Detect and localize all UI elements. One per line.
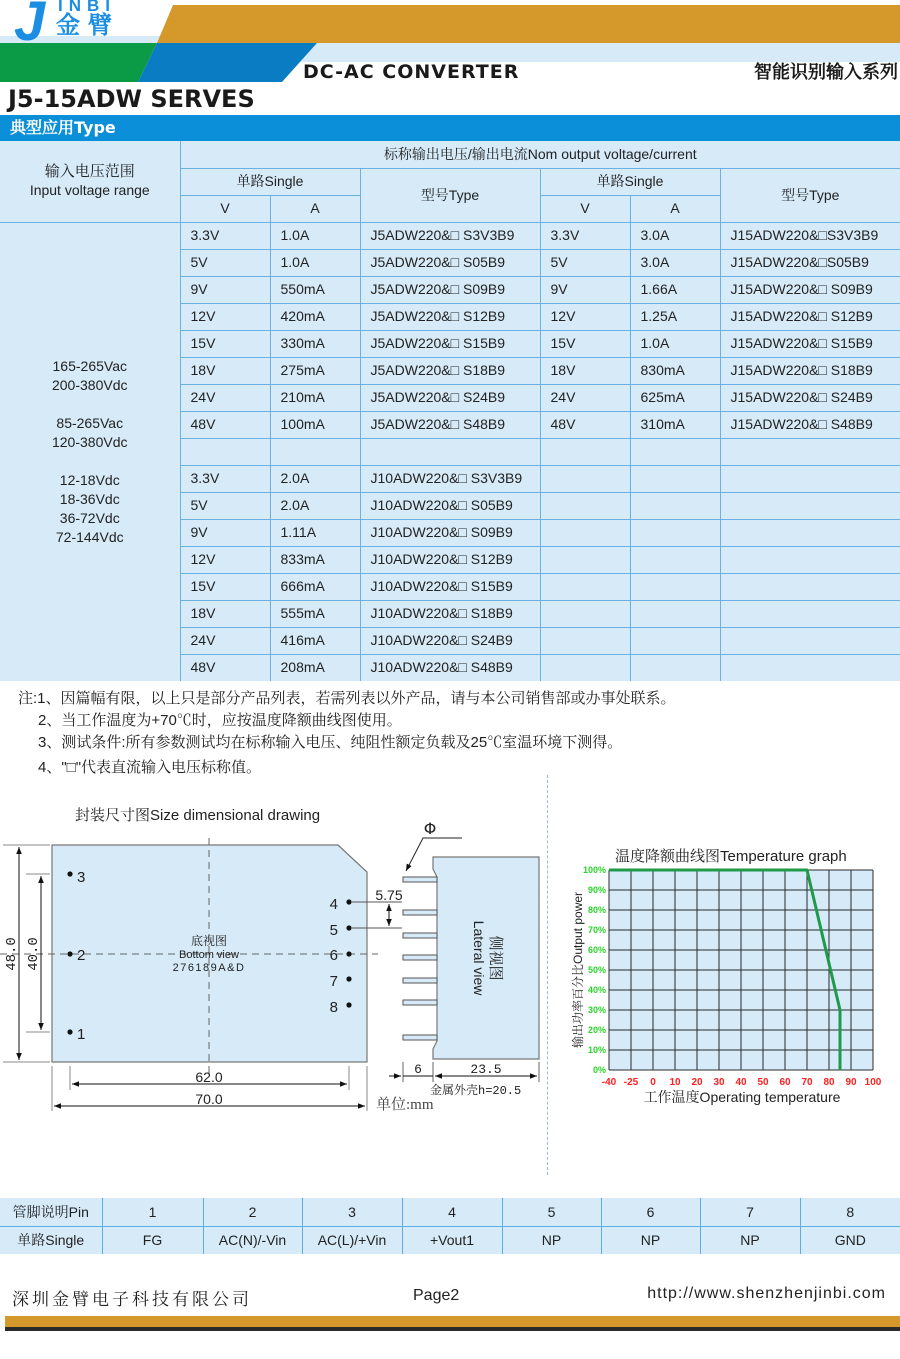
cell-model-b: J15ADW220&□ S48B9 — [720, 411, 900, 438]
x-tick-label: 40 — [735, 1077, 747, 1088]
y-tick-label: 40% — [587, 985, 606, 995]
y-tick-label: 100% — [582, 865, 606, 875]
chart-plot — [583, 865, 882, 1088]
bottom-view-label-en: Bottom view — [179, 949, 239, 961]
y-tick-label: 70% — [587, 925, 606, 935]
cell-model-b — [720, 627, 900, 654]
cell-voltage-b: 48V — [540, 411, 630, 438]
cell-voltage-b — [540, 546, 630, 573]
cell-current-b — [630, 519, 720, 546]
cell-model-a: J10ADW220&□ S15B9 — [360, 573, 540, 600]
x-tick-label: 10 — [669, 1077, 681, 1088]
cell-voltage-b: 24V — [540, 384, 630, 411]
cell-voltage-a: 9V — [180, 519, 270, 546]
pin-function: NP — [502, 1226, 601, 1254]
cell-voltage-a: 9V — [180, 276, 270, 303]
cell-voltage-b — [540, 573, 630, 600]
cell-current-a: 210mA — [270, 384, 360, 411]
input-range: 120-380Vdc — [51, 433, 128, 450]
cell-current-a: 1.0A — [270, 222, 360, 249]
cell-model-a: J5ADW220&□ S05B9 — [360, 249, 540, 276]
pin-function: FG — [102, 1226, 203, 1254]
x-tick-label: 60 — [779, 1077, 791, 1088]
cell-current-a: 275mA — [270, 357, 360, 384]
dim-width-outer: 70.0 — [195, 1091, 223, 1107]
cell-model-b: J15ADW220&□ S24B9 — [720, 384, 900, 411]
model-table-body — [0, 222, 900, 681]
lateral-view-label-en: Lateral view — [471, 920, 487, 996]
cell-model-a: J5ADW220&□ S09B9 — [360, 276, 540, 303]
cell-voltage-a: 12V — [180, 546, 270, 573]
pin-number: 6 — [601, 1198, 700, 1226]
pin-dot — [67, 951, 72, 956]
section-title: 典型应用Type — [10, 118, 116, 137]
voltage-header-a: V — [180, 195, 270, 222]
cell-current-a: 100mA — [270, 411, 360, 438]
cell-current-b — [630, 492, 720, 519]
pin-dot — [67, 871, 72, 876]
cell-current-a: 550mA — [270, 276, 360, 303]
pin-number: 1 — [102, 1198, 203, 1226]
pin-row-label: 单路Single — [0, 1226, 102, 1254]
cell-voltage-a: 12V — [180, 303, 270, 330]
logo-latin: INBI — [58, 0, 116, 15]
pin-function: AC(L)/+Vin — [302, 1226, 402, 1254]
input-voltage-ranges — [0, 222, 180, 681]
footer-page-number: Page2 — [413, 1287, 460, 1304]
footer-gold-bar — [5, 1316, 900, 1327]
cell-voltage-b — [540, 465, 630, 492]
section-divider — [547, 775, 548, 1175]
pin-number: 8 — [800, 1198, 900, 1226]
cell-voltage-b: 3.3V — [540, 222, 630, 249]
cell-current-a: 330mA — [270, 330, 360, 357]
pin-table-row — [0, 1226, 900, 1254]
chart-y-axis-title: 输出功率百分比Output power — [571, 891, 585, 1049]
product-category: DC-AC CONVERTER — [303, 61, 520, 83]
cell-current-b: 3.0A — [630, 249, 720, 276]
input-range-group — [0, 414, 180, 452]
voltage-header-b: V — [540, 195, 630, 222]
pin-function: NP — [700, 1226, 800, 1254]
cell-model-b — [720, 600, 900, 627]
current-header-b: A — [630, 195, 720, 222]
pin-dot — [346, 1002, 351, 1007]
pin-function: GND — [800, 1226, 900, 1254]
pin-dot — [346, 976, 351, 981]
cell-voltage-a: 48V — [180, 411, 270, 438]
cell-model-a: J5ADW220&□ S15B9 — [360, 330, 540, 357]
temperature-chart — [560, 840, 900, 1110]
note-line — [38, 733, 622, 753]
bottom-view-code: 276189A&D — [172, 962, 246, 974]
cell-voltage-a: 3.3V — [180, 465, 270, 492]
cell-current-b: 1.66A — [630, 276, 720, 303]
cell-voltage-a — [180, 438, 270, 465]
cell-model-a: J10ADW220&□ S05B9 — [360, 492, 540, 519]
cell-model-b — [720, 438, 900, 465]
cell-current-a: 208mA — [270, 654, 360, 681]
input-range-group — [0, 357, 180, 395]
logo-chinese: 金臂 — [56, 11, 120, 39]
table-row — [0, 222, 900, 249]
x-tick-label: 70 — [801, 1077, 813, 1088]
note-line — [38, 711, 402, 731]
lateral-view-label-zh: 侧视图 — [487, 935, 504, 981]
pin-dot — [346, 899, 351, 904]
cell-current-a: 2.0A — [270, 492, 360, 519]
x-tick-label: 30 — [713, 1077, 725, 1088]
input-range: 200-380Vdc — [51, 376, 128, 393]
lateral-pin — [403, 1000, 437, 1005]
output-header: 标称输出电压/输出电流Nom output voltage/current — [180, 141, 900, 168]
x-tick-label: 20 — [691, 1077, 703, 1088]
single-header-b: 单路Single — [540, 168, 720, 195]
model-table — [0, 141, 900, 681]
lateral-pin — [403, 910, 437, 915]
pin-label: 1 — [77, 1026, 86, 1043]
input-range: 72-144Vdc — [55, 528, 124, 545]
cell-voltage-a: 15V — [180, 330, 270, 357]
dim-height-outer: 48.0 — [4, 937, 20, 971]
cell-model-b — [720, 465, 900, 492]
dim-width-pins: 62.0 — [195, 1069, 223, 1085]
cell-current-b: 625mA — [630, 384, 720, 411]
section-bar — [0, 115, 900, 141]
y-tick-label: 80% — [587, 905, 606, 915]
cell-current-b — [630, 438, 720, 465]
cell-voltage-a: 3.3V — [180, 222, 270, 249]
cell-voltage-a: 5V — [180, 492, 270, 519]
cell-voltage-b: 9V — [540, 276, 630, 303]
cell-voltage-b — [540, 600, 630, 627]
cell-voltage-b: 15V — [540, 330, 630, 357]
pin-number: 7 — [700, 1198, 800, 1226]
input-range: 12-18Vdc — [59, 471, 120, 488]
pin-label: 5 — [329, 922, 338, 939]
logo-letter: J — [14, 0, 46, 42]
pin-label: 6 — [329, 947, 338, 964]
cell-model-a: J5ADW220&□ S18B9 — [360, 357, 540, 384]
cell-current-b: 310mA — [630, 411, 720, 438]
pin-dot — [346, 951, 351, 956]
x-tick-label: -40 — [601, 1077, 617, 1088]
chart-title: 温度降额曲线图Temperature graph — [615, 848, 847, 865]
lateral-pin — [403, 877, 437, 882]
cell-current-b — [630, 465, 720, 492]
cell-voltage-a: 24V — [180, 627, 270, 654]
pin-label: 2 — [77, 947, 86, 964]
note-item: 2、当工作温度为+70℃时，应按温度降额曲线图使用。 — [38, 712, 402, 729]
dim-pin-length: 6 — [414, 1062, 422, 1077]
cell-model-a: J10ADW220&□ S48B9 — [360, 654, 540, 681]
input-range: 36-72Vdc — [59, 509, 120, 526]
cell-model-b — [720, 519, 900, 546]
footer-company: 深圳金臂电子科技有限公司 — [12, 1290, 252, 1309]
cell-model-a: J5ADW220&□ S12B9 — [360, 303, 540, 330]
cell-model-a — [360, 438, 540, 465]
notes-prefix: 注: — [18, 690, 38, 707]
cell-current-a: 1.0A — [270, 249, 360, 276]
pin-function: NP — [601, 1226, 700, 1254]
cell-model-b: J15ADW220&□ S18B9 — [720, 357, 900, 384]
dim-height-pins: 40.0 — [26, 937, 42, 971]
series-tagline: 智能识别输入系列 — [754, 62, 898, 83]
cell-current-a: 420mA — [270, 303, 360, 330]
cell-model-b: J15ADW220&□ S15B9 — [720, 330, 900, 357]
dim-depth: 23.5 — [470, 1062, 502, 1077]
pin-dot — [346, 925, 351, 930]
cell-voltage-b: 18V — [540, 357, 630, 384]
cell-current-b: 3.0A — [630, 222, 720, 249]
cell-model-b — [720, 573, 900, 600]
cell-current-a: 555mA — [270, 600, 360, 627]
lateral-pin — [403, 955, 437, 960]
type-header-b: 型号Type — [720, 168, 900, 222]
input-range-header-zh: 输入电压范围 — [44, 163, 135, 181]
pin-number: 2 — [203, 1198, 302, 1226]
cell-model-a: J5ADW220&□ S24B9 — [360, 384, 540, 411]
cell-model-b — [720, 492, 900, 519]
current-header-a: A — [270, 195, 360, 222]
cell-voltage-b — [540, 492, 630, 519]
company-logo — [0, 0, 160, 42]
cell-model-a: J10ADW220&□ S3V3B9 — [360, 465, 540, 492]
drawing-title: 封装尺寸图Size dimensional drawing — [75, 807, 321, 824]
gold-band — [157, 5, 900, 43]
pin-label: 4 — [329, 896, 338, 913]
case-note: 金属外壳h=20.5 — [430, 1084, 522, 1098]
cell-current-a: 666mA — [270, 573, 360, 600]
cell-voltage-a: 18V — [180, 600, 270, 627]
cell-voltage-b: 12V — [540, 303, 630, 330]
note-line — [18, 689, 676, 709]
pin-table — [0, 1198, 900, 1254]
cell-model-b — [720, 546, 900, 573]
pin-number: 3 — [302, 1198, 402, 1226]
lateral-pins — [403, 877, 437, 1040]
input-range: 18-36Vdc — [59, 490, 120, 507]
lateral-pin — [403, 1035, 437, 1040]
x-tick-label: 90 — [845, 1077, 857, 1088]
cell-voltage-a: 18V — [180, 357, 270, 384]
cell-current-b: 830mA — [630, 357, 720, 384]
cell-voltage-b — [540, 519, 630, 546]
cell-voltage-b: 5V — [540, 249, 630, 276]
cell-model-a: J10ADW220&□ S18B9 — [360, 600, 540, 627]
footer-dark-line — [5, 1327, 900, 1331]
cell-current-a: 416mA — [270, 627, 360, 654]
cell-model-a: J10ADW220&□ S12B9 — [360, 546, 540, 573]
cell-voltage-a: 5V — [180, 249, 270, 276]
pin-dot — [67, 1029, 72, 1034]
series-title: J5-15ADW SERVES — [8, 85, 255, 113]
cell-current-b — [630, 600, 720, 627]
note-item: 4、"□"代表直流输入电压标称值。 — [38, 759, 262, 776]
cell-model-b: J15ADW220&□ S12B9 — [720, 303, 900, 330]
y-tick-label: 0% — [592, 1065, 606, 1075]
cell-current-b: 1.25A — [630, 303, 720, 330]
lateral-pin — [403, 933, 437, 938]
bottom-view-label-zh: 底视图 — [190, 934, 228, 948]
cell-model-b: J15ADW220&□S05B9 — [720, 249, 900, 276]
x-tick-label: 80 — [823, 1077, 835, 1088]
cell-voltage-b — [540, 627, 630, 654]
cell-current-a: 833mA — [270, 546, 360, 573]
x-tick-label: -25 — [623, 1077, 639, 1088]
single-header-a: 单路Single — [180, 168, 360, 195]
note-item: 1、因篇幅有限，以上只是部分产品列表，若需列表以外产品，请与本公司销售部或办事处联系。 — [37, 690, 676, 707]
input-range-header-en: Input voltage range — [29, 182, 150, 199]
table-header-row — [0, 141, 900, 168]
diameter-symbol: Φ — [423, 819, 437, 838]
cell-voltage-b — [540, 438, 630, 465]
blue-band — [138, 43, 317, 82]
pin-table-body — [0, 1198, 900, 1254]
unit-note: 单位:mm — [376, 1097, 434, 1113]
pin-number: 4 — [402, 1198, 502, 1226]
pin-function: +Vout1 — [402, 1226, 502, 1254]
green-band — [0, 43, 157, 82]
cell-current-a: 1.11A — [270, 519, 360, 546]
cell-voltage-a: 24V — [180, 384, 270, 411]
cell-current-b — [630, 573, 720, 600]
x-tick-label: 0 — [650, 1077, 656, 1088]
pin-label: 8 — [329, 999, 338, 1016]
cell-model-b: J15ADW220&□S3V3B9 — [720, 222, 900, 249]
pin-header-label: 管脚说明Pin — [0, 1198, 102, 1226]
input-range: 85-265Vac — [56, 414, 124, 431]
pin-label: 3 — [77, 869, 86, 886]
footer-website: http://www.shenzhenjinbi.com — [647, 1285, 886, 1302]
cell-voltage-a: 15V — [180, 573, 270, 600]
x-tick-label: 100 — [864, 1077, 882, 1088]
cell-current-b — [630, 654, 720, 681]
cell-voltage-a: 48V — [180, 654, 270, 681]
dimension-drawing — [0, 770, 560, 1130]
cell-model-a: J10ADW220&□ S24B9 — [360, 627, 540, 654]
y-tick-label: 20% — [587, 1025, 606, 1035]
cell-current-b — [630, 627, 720, 654]
input-range: 165-265Vac — [52, 357, 127, 374]
pin-table-row — [0, 1198, 900, 1226]
x-tick-label: 50 — [757, 1077, 769, 1088]
pin-number: 5 — [502, 1198, 601, 1226]
cell-model-b — [720, 654, 900, 681]
cell-model-b: J15ADW220&□ S09B9 — [720, 276, 900, 303]
type-header-a: 型号Type — [360, 168, 540, 222]
chart-x-axis-title: 工作温度Operating temperature — [643, 1089, 841, 1105]
cell-model-a: J5ADW220&□ S3V3B9 — [360, 222, 540, 249]
y-tick-label: 10% — [587, 1045, 606, 1055]
cell-model-a: J10ADW220&□ S09B9 — [360, 519, 540, 546]
y-tick-label: 90% — [587, 885, 606, 895]
cell-current-a: 2.0A — [270, 465, 360, 492]
cell-voltage-b — [540, 654, 630, 681]
pin-label: 7 — [329, 973, 338, 990]
pin-function: AC(N)/-Vin — [203, 1226, 302, 1254]
cell-model-a: J5ADW220&□ S48B9 — [360, 411, 540, 438]
dim-pin-pitch: 5.75 — [375, 887, 403, 903]
cell-current-b: 1.0A — [630, 330, 720, 357]
cell-current-b — [630, 546, 720, 573]
y-tick-label: 50% — [587, 965, 606, 975]
cell-current-a — [270, 438, 360, 465]
y-tick-label: 60% — [587, 945, 606, 955]
y-tick-label: 30% — [587, 1005, 606, 1015]
lateral-pin — [403, 978, 437, 983]
note-item: 3、测试条件:所有参数测试均在标称输入电压、纯阻性额定负载及25℃室温环境下测得。 — [38, 734, 623, 751]
input-range-header — [0, 141, 180, 222]
input-range-group — [0, 471, 180, 547]
